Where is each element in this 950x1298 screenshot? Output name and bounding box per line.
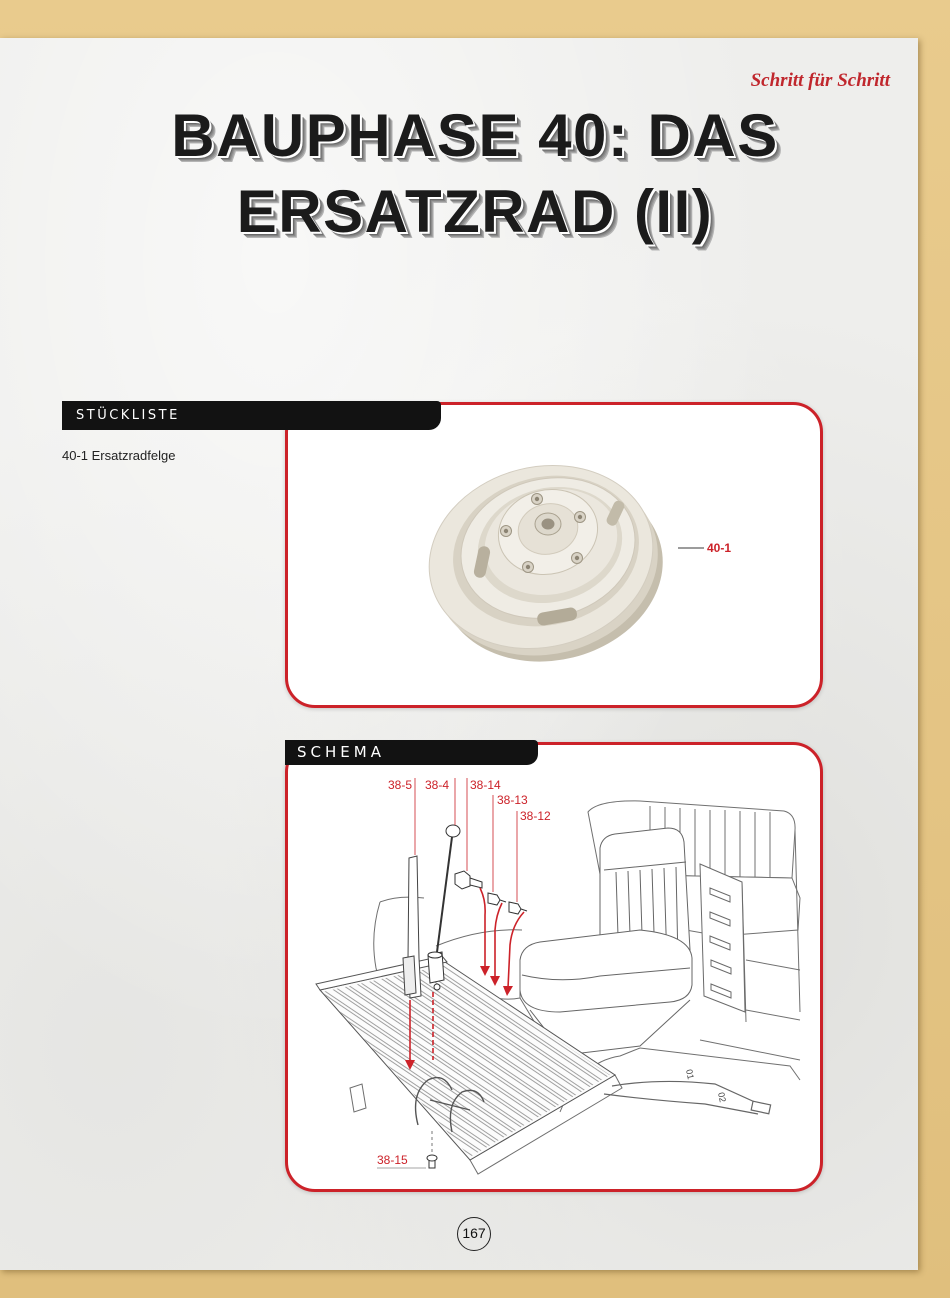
spare-wheel-photo [285, 402, 823, 708]
callout-38-15: 38-15 [377, 1153, 408, 1167]
support-bar-grip [403, 956, 416, 995]
bolt-shaft [470, 878, 482, 888]
drawing-mark-01: 01 [684, 1068, 696, 1081]
part-38-5 [403, 856, 421, 998]
title-line-1: BAUPHASE 40: DAS [171, 102, 779, 169]
seat-belt-buckle [751, 1101, 770, 1114]
seat-belts [604, 1081, 771, 1114]
wheel-bolt [501, 526, 512, 537]
pin-tip [521, 909, 527, 911]
schema-drawing [285, 742, 823, 1192]
seat-belt-strap [612, 1081, 768, 1108]
seat-cushion [520, 930, 692, 1012]
part-38-15 [427, 1128, 437, 1168]
callout-38-12: 38-12 [520, 809, 551, 823]
screw-head [427, 1155, 437, 1161]
rod-knob [446, 825, 460, 837]
seat-belt-strap [604, 1094, 758, 1114]
arrow-38-13 [495, 903, 502, 978]
callout-38-4: 38-4 [425, 778, 450, 792]
part-label-40-1: 40-1 [707, 541, 732, 555]
drawing-mark-02: 02 [716, 1091, 728, 1104]
parts-list [62, 448, 175, 464]
bolt-head [455, 871, 470, 889]
arrowhead [490, 976, 500, 986]
arrowhead [503, 986, 513, 996]
rod-shaft [437, 837, 452, 952]
wheel-bolt [523, 562, 534, 573]
callout-38-14: 38-14 [470, 778, 501, 792]
callout-38-5: 38-5 [388, 778, 413, 792]
part-38-13 [488, 893, 506, 905]
wheel-bolt [572, 553, 583, 564]
side-panel [700, 864, 745, 1012]
spare-wheel-rim-icon [410, 442, 682, 684]
wheel-bolt [575, 512, 586, 523]
rod-sleeve-top [428, 952, 442, 958]
body-clip [350, 1084, 366, 1112]
arrow-38-14 [480, 888, 485, 968]
parts-list-heading: STÜCKLISTE [62, 401, 441, 430]
title-line-2: ERSATZRAD (II) [236, 178, 714, 245]
front-seat [520, 828, 692, 1055]
arrowhead [480, 966, 490, 976]
parts-list-item: 40-1 Ersatzradfelge [62, 448, 176, 463]
part-38-14 [455, 871, 482, 889]
pin-body [509, 902, 521, 914]
page-title [0, 0, 950, 260]
pin-tip [500, 900, 506, 902]
schema-heading: SCHEMA [285, 740, 538, 765]
rod-nut [434, 984, 440, 990]
callout-38-13: 38-13 [497, 793, 528, 807]
section-tagline: Schritt für Schritt [750, 70, 890, 91]
wheel-bolt [532, 494, 543, 505]
part-38-12 [509, 902, 527, 914]
hub-centre-bore [542, 519, 555, 530]
page-number: 167 [457, 1217, 491, 1251]
pin-body [488, 893, 500, 905]
